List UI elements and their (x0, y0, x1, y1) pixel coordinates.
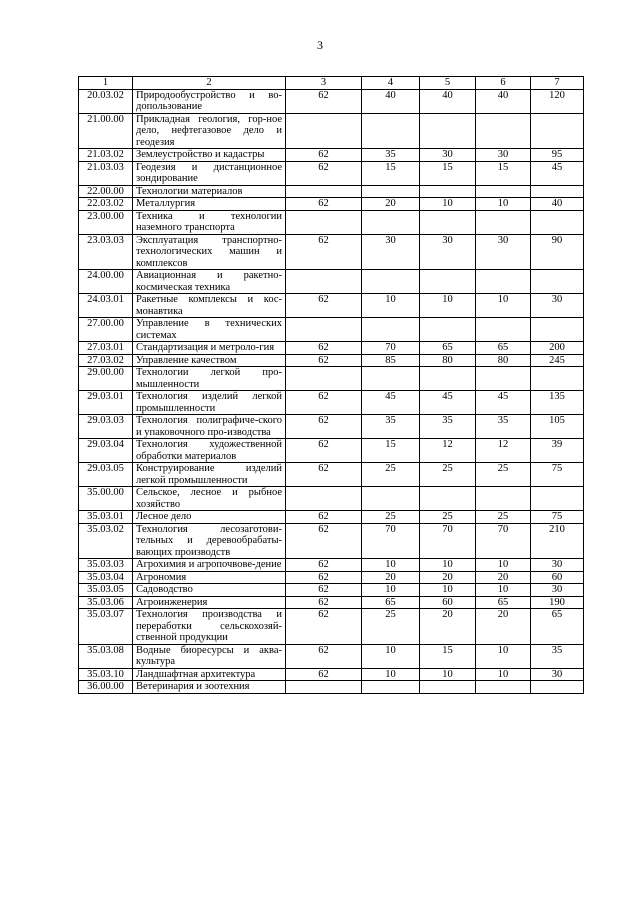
row-col6: 10 (476, 668, 531, 681)
row-col6 (476, 681, 531, 694)
row-col5: 10 (420, 584, 476, 597)
row-col3: 62 (286, 571, 362, 584)
row-col5: 80 (420, 354, 476, 367)
table-row (79, 584, 584, 597)
row-col5: 45 (420, 391, 476, 415)
row-code: 27.00.00 (79, 318, 133, 342)
row-col6: 35 (476, 415, 531, 439)
row-name: Ветеринария и зоотехния (133, 681, 286, 694)
row-name: Технология лесозаготови-тельных и деревообрабаты-вающих производств (133, 523, 286, 559)
row-col3: 62 (286, 198, 362, 211)
row-col4 (362, 113, 420, 149)
table-row (79, 571, 584, 584)
row-col3: 62 (286, 511, 362, 524)
row-col5: 12 (420, 439, 476, 463)
row-name: Техника и технологии наземного транспорта (133, 210, 286, 234)
column-header: 6 (476, 77, 531, 90)
row-col4 (362, 681, 420, 694)
row-col7: 35 (531, 644, 584, 668)
row-col6: 40 (476, 89, 531, 113)
row-col5: 15 (420, 161, 476, 185)
row-name: Прикладная геология, гор-ное дело, нефтегазовое дело и геодезия (133, 113, 286, 149)
row-code: 36.00.00 (79, 681, 133, 694)
row-col6: 25 (476, 463, 531, 487)
row-col7: 30 (531, 294, 584, 318)
row-col3: 62 (286, 609, 362, 645)
row-col6 (476, 185, 531, 198)
row-col7: 95 (531, 149, 584, 162)
table-row (79, 210, 584, 234)
row-col7: 75 (531, 463, 584, 487)
row-code: 35.00.00 (79, 487, 133, 511)
table-row (79, 342, 584, 355)
row-name: Управление качеством (133, 354, 286, 367)
row-name: Сельское, лесное и рыбное хозяйство (133, 487, 286, 511)
row-name: Ландшафтная архитектура (133, 668, 286, 681)
row-col3: 62 (286, 149, 362, 162)
row-col5 (420, 681, 476, 694)
table-row (79, 523, 584, 559)
row-col7: 65 (531, 609, 584, 645)
table-row (79, 367, 584, 391)
row-col7: 39 (531, 439, 584, 463)
row-code: 27.03.01 (79, 342, 133, 355)
row-col7 (531, 367, 584, 391)
row-col3: 62 (286, 161, 362, 185)
row-col4: 15 (362, 161, 420, 185)
row-col7: 75 (531, 511, 584, 524)
row-name: Землеустройство и кадастры (133, 149, 286, 162)
specialties-table (78, 76, 584, 694)
row-code: 22.03.02 (79, 198, 133, 211)
row-col4: 20 (362, 198, 420, 211)
row-col5: 30 (420, 149, 476, 162)
table-row (79, 270, 584, 294)
row-col5: 25 (420, 463, 476, 487)
row-col3: 62 (286, 234, 362, 270)
row-name: Агрономия (133, 571, 286, 584)
row-col7: 45 (531, 161, 584, 185)
row-name: Водные биоресурсы и аква-культура (133, 644, 286, 668)
row-col7: 30 (531, 584, 584, 597)
row-col3 (286, 487, 362, 511)
row-col5: 60 (420, 596, 476, 609)
row-col3: 62 (286, 342, 362, 355)
table-row (79, 318, 584, 342)
row-col3: 62 (286, 294, 362, 318)
row-col6: 10 (476, 644, 531, 668)
row-col5: 10 (420, 559, 476, 572)
row-col4: 25 (362, 609, 420, 645)
row-code: 35.03.07 (79, 609, 133, 645)
row-name: Технологии материалов (133, 185, 286, 198)
table-row (79, 681, 584, 694)
column-header: 4 (362, 77, 420, 90)
row-code: 35.03.03 (79, 559, 133, 572)
row-col4: 10 (362, 584, 420, 597)
row-code: 35.03.08 (79, 644, 133, 668)
row-name: Лесное дело (133, 511, 286, 524)
row-name: Агроинженерия (133, 596, 286, 609)
row-col7: 135 (531, 391, 584, 415)
row-name: Агрохимия и агропочвове-дение (133, 559, 286, 572)
row-col5 (420, 210, 476, 234)
row-col3: 62 (286, 559, 362, 572)
row-col3 (286, 367, 362, 391)
row-col3: 62 (286, 596, 362, 609)
row-code: 35.03.06 (79, 596, 133, 609)
row-col4: 10 (362, 559, 420, 572)
row-col5: 15 (420, 644, 476, 668)
row-col7: 210 (531, 523, 584, 559)
table-row (79, 463, 584, 487)
row-col6: 10 (476, 559, 531, 572)
table-row (79, 354, 584, 367)
row-col4: 40 (362, 89, 420, 113)
row-code: 35.03.04 (79, 571, 133, 584)
row-col4: 10 (362, 294, 420, 318)
row-col4: 35 (362, 149, 420, 162)
row-col6 (476, 487, 531, 511)
row-col5 (420, 318, 476, 342)
row-col7 (531, 270, 584, 294)
row-col4 (362, 487, 420, 511)
row-col4: 10 (362, 644, 420, 668)
row-col3 (286, 318, 362, 342)
row-col7: 120 (531, 89, 584, 113)
row-col4: 85 (362, 354, 420, 367)
row-col3 (286, 113, 362, 149)
table-row (79, 609, 584, 645)
row-col6: 15 (476, 161, 531, 185)
row-col5: 20 (420, 571, 476, 584)
row-name: Технология полиграфиче-ского и упаковочного про-изводства (133, 415, 286, 439)
column-header: 1 (79, 77, 133, 90)
row-col5: 40 (420, 89, 476, 113)
table-row (79, 198, 584, 211)
row-name: Металлургия (133, 198, 286, 211)
table-row (79, 185, 584, 198)
row-name: Эксплуатация транспортно-технологических машин и комплексов (133, 234, 286, 270)
page-number: 3 (317, 38, 323, 52)
row-code: 20.03.02 (79, 89, 133, 113)
row-col4: 70 (362, 342, 420, 355)
column-header: 2 (133, 77, 286, 90)
row-code: 22.00.00 (79, 185, 133, 198)
row-col4: 20 (362, 571, 420, 584)
row-code: 29.03.01 (79, 391, 133, 415)
row-col3: 62 (286, 391, 362, 415)
row-col5: 10 (420, 198, 476, 211)
row-name: Технологии легкой про-мышленности (133, 367, 286, 391)
row-col5: 70 (420, 523, 476, 559)
row-col6: 80 (476, 354, 531, 367)
row-col5 (420, 113, 476, 149)
row-col5: 10 (420, 668, 476, 681)
row-col6 (476, 113, 531, 149)
row-col6: 25 (476, 511, 531, 524)
row-col4: 45 (362, 391, 420, 415)
row-code: 29.03.03 (79, 415, 133, 439)
row-name: Стандартизация и метроло-гия (133, 342, 286, 355)
table-row (79, 487, 584, 511)
row-col6: 30 (476, 149, 531, 162)
table-row (79, 596, 584, 609)
row-col6: 70 (476, 523, 531, 559)
row-name: Технология изделий легкой промышленности (133, 391, 286, 415)
row-col7: 40 (531, 198, 584, 211)
row-code: 29.03.04 (79, 439, 133, 463)
row-col5: 25 (420, 511, 476, 524)
row-col6 (476, 318, 531, 342)
row-col5: 30 (420, 234, 476, 270)
row-col6: 20 (476, 609, 531, 645)
row-col4: 15 (362, 439, 420, 463)
row-col6: 45 (476, 391, 531, 415)
row-col6: 65 (476, 596, 531, 609)
table-row (79, 161, 584, 185)
row-col6: 65 (476, 342, 531, 355)
row-col5 (420, 487, 476, 511)
row-col7 (531, 487, 584, 511)
row-col4: 35 (362, 415, 420, 439)
row-col7: 90 (531, 234, 584, 270)
table-row (79, 559, 584, 572)
row-code: 35.03.10 (79, 668, 133, 681)
row-col6 (476, 367, 531, 391)
row-code: 24.03.01 (79, 294, 133, 318)
row-code: 23.00.00 (79, 210, 133, 234)
row-name: Технология художественной обработки материалов (133, 439, 286, 463)
column-header: 7 (531, 77, 584, 90)
table-row (79, 439, 584, 463)
row-col3: 62 (286, 584, 362, 597)
column-header: 5 (420, 77, 476, 90)
row-col5: 35 (420, 415, 476, 439)
row-col7 (531, 113, 584, 149)
row-col3: 62 (286, 644, 362, 668)
table-row (79, 511, 584, 524)
table-row (79, 113, 584, 149)
row-col7 (531, 681, 584, 694)
row-col4 (362, 210, 420, 234)
row-col4: 30 (362, 234, 420, 270)
row-col3: 62 (286, 523, 362, 559)
row-col4: 25 (362, 511, 420, 524)
row-col4: 10 (362, 668, 420, 681)
row-col7 (531, 318, 584, 342)
column-header: 3 (286, 77, 362, 90)
row-col3: 62 (286, 89, 362, 113)
row-col7: 60 (531, 571, 584, 584)
row-col3 (286, 681, 362, 694)
row-code: 29.03.05 (79, 463, 133, 487)
row-col4: 25 (362, 463, 420, 487)
row-col3 (286, 185, 362, 198)
row-col3: 62 (286, 415, 362, 439)
row-col7: 105 (531, 415, 584, 439)
row-col7: 200 (531, 342, 584, 355)
row-col7 (531, 210, 584, 234)
row-col3 (286, 210, 362, 234)
table-row (79, 294, 584, 318)
row-col3: 62 (286, 668, 362, 681)
row-col6: 10 (476, 198, 531, 211)
row-col6: 30 (476, 234, 531, 270)
row-col4 (362, 185, 420, 198)
row-code: 23.03.03 (79, 234, 133, 270)
row-col6: 20 (476, 571, 531, 584)
row-col5 (420, 185, 476, 198)
row-name: Управление в технических системах (133, 318, 286, 342)
row-name: Технология производства и переработки сельскохозяй-ственной продукции (133, 609, 286, 645)
table-row (79, 89, 584, 113)
row-name: Авиационная и ракетно-космическая техника (133, 270, 286, 294)
row-col5: 65 (420, 342, 476, 355)
table-row (79, 234, 584, 270)
row-code: 35.03.02 (79, 523, 133, 559)
row-col7: 30 (531, 559, 584, 572)
table-row (79, 644, 584, 668)
row-col7: 30 (531, 668, 584, 681)
row-col7: 245 (531, 354, 584, 367)
row-col3: 62 (286, 439, 362, 463)
table-row (79, 391, 584, 415)
row-col4 (362, 270, 420, 294)
row-col5 (420, 367, 476, 391)
row-col4 (362, 367, 420, 391)
row-col5 (420, 270, 476, 294)
row-code: 35.03.05 (79, 584, 133, 597)
row-col6 (476, 210, 531, 234)
row-code: 21.03.03 (79, 161, 133, 185)
row-name: Садоводство (133, 584, 286, 597)
row-code: 27.03.02 (79, 354, 133, 367)
row-col5: 10 (420, 294, 476, 318)
row-col4: 65 (362, 596, 420, 609)
row-code: 29.00.00 (79, 367, 133, 391)
row-code: 35.03.01 (79, 511, 133, 524)
table-row (79, 668, 584, 681)
row-name: Природообустройство и во-допользование (133, 89, 286, 113)
table-row (79, 149, 584, 162)
row-col7 (531, 185, 584, 198)
row-col6: 10 (476, 294, 531, 318)
row-col6: 10 (476, 584, 531, 597)
row-col7: 190 (531, 596, 584, 609)
row-col3: 62 (286, 463, 362, 487)
row-name: Ракетные комплексы и кос-монавтика (133, 294, 286, 318)
row-name: Конструирование изделий легкой промышленности (133, 463, 286, 487)
row-code: 21.00.00 (79, 113, 133, 149)
row-col3 (286, 270, 362, 294)
row-col5: 20 (420, 609, 476, 645)
row-name: Геодезия и дистанционное зондирование (133, 161, 286, 185)
row-col6: 12 (476, 439, 531, 463)
row-col4: 70 (362, 523, 420, 559)
header-row (79, 77, 584, 90)
row-col4 (362, 318, 420, 342)
table-row (79, 415, 584, 439)
row-col3: 62 (286, 354, 362, 367)
row-code: 24.00.00 (79, 270, 133, 294)
row-code: 21.03.02 (79, 149, 133, 162)
row-col6 (476, 270, 531, 294)
